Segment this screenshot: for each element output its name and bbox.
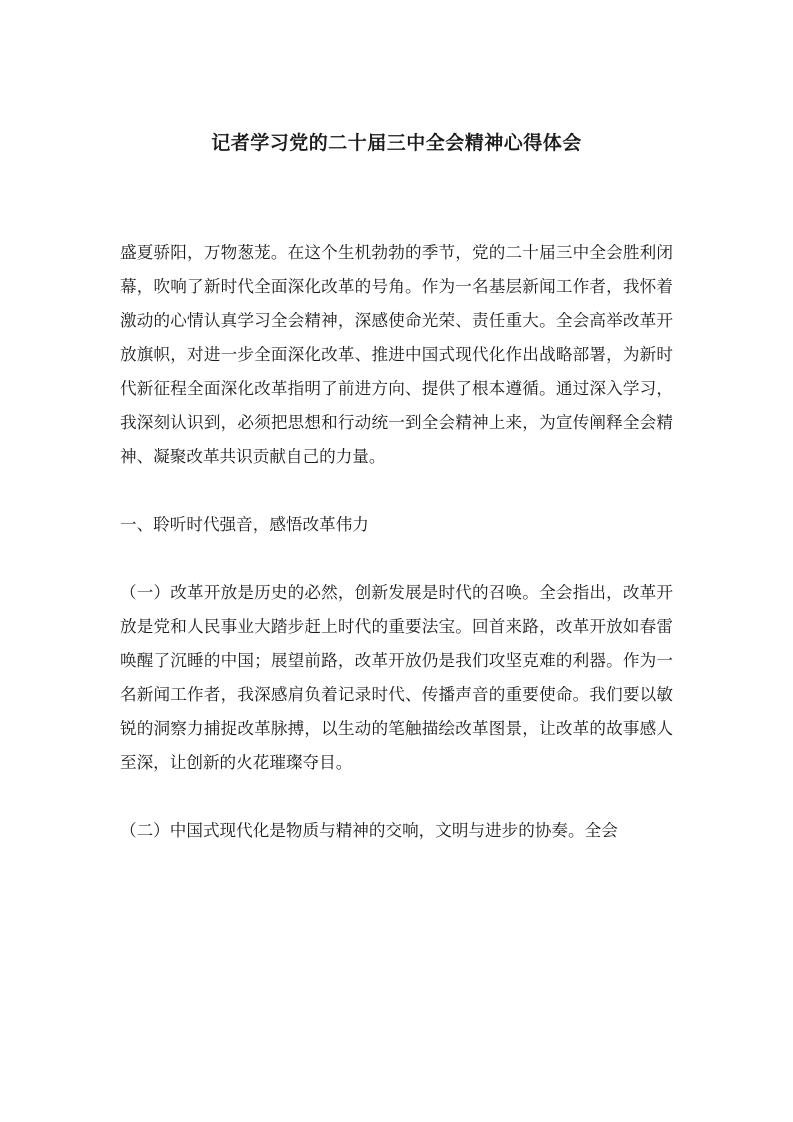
document-body <box>120 236 673 882</box>
subsection-paragraph-2: （二）中国式现代化是物质与精神的交响，文明与进步的协奏。全会 <box>120 821 618 840</box>
intro-paragraph: 盛夏骄阳，万物葱茏。在这个生机勃勃的季节，党的二十届三中全会胜利闭幕，吹响了新时代全面深化改革的号角。作为一名基层新闻工作者，我怀着激动的心情认真学习全会精神，深感使命光荣、责任重大。全会高举改革开放旗帜，对进一步全面深化改革、推进中国式现代化作出战略部署，为新时代新征程全面深化改革指明了前进方向、提供了根本遵循。通过深入学习，我深刻认识到，必须把思想和行动统一到全会精神上来，为宣传阐释全会精神、凝聚改革共识贡献自己的力量。 <box>120 243 673 466</box>
document-title: 记者学习党的二十届三中全会精神心得体会 <box>211 132 582 154</box>
subsection-paragraph-1: （一）改革开放是历史的必然，创新发展是时代的召唤。全会指出，改革开放是党和人民事业大踏步赶上时代的重要法宝。回首来路，改革开放如春雷唤醒了沉睡的中国；展望前路，改革开放仍是我们攻坚克难的利器。作为一名新闻工作者，我深感肩负着记录时代、传播声音的重要使命。我们要以敏锐的洞察力捕捉改革脉搏，以生动的笔触描绘改革图景，让改革的故事感人至深，让创新的火花璀璨夺目。 <box>120 583 673 772</box>
section-heading: 一、聆听时代强音，感悟改革伟力 <box>120 515 369 534</box>
